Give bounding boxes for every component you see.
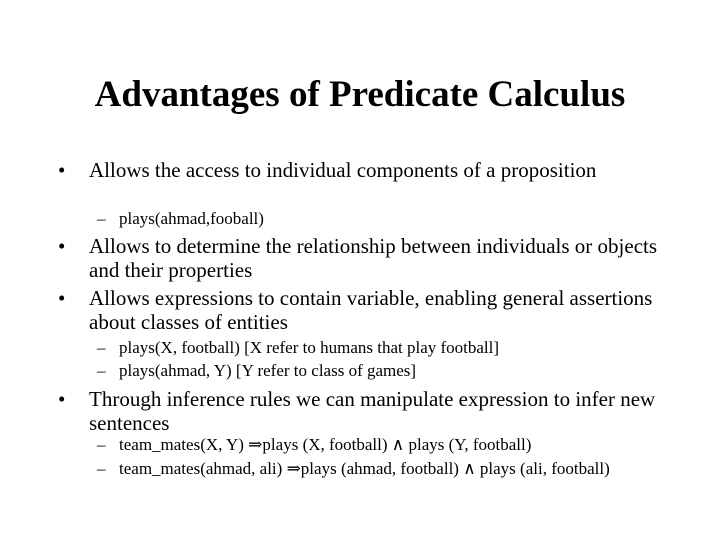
sub-bullet-marker: –	[97, 361, 106, 380]
sub-bullet-item	[97, 361, 679, 381]
sub-bullet-text: team_mates(X, Y) ⇒plays (X, football) ∧ plays (Y, football)	[119, 435, 532, 454]
bullet-item	[58, 387, 689, 435]
sub-bullet-marker: –	[97, 209, 106, 228]
sub-bullet-item	[97, 338, 679, 358]
sub-bullet-marker: –	[97, 435, 106, 454]
sub-bullet-marker: –	[97, 338, 106, 357]
sub-bullet-item	[97, 459, 679, 479]
sub-bullet-item	[97, 209, 679, 229]
bullet-item	[58, 234, 689, 282]
bullet-text: Allows the access to individual components of a proposition	[89, 158, 597, 182]
bullet-text: Allows expressions to contain variable, enabling general assertions about classes of entities	[89, 286, 653, 334]
slide-title: Advantages of Predicate Calculus	[94, 74, 626, 115]
bullet-marker: •	[58, 387, 66, 411]
bullet-item	[58, 286, 689, 334]
sub-bullet-marker: –	[97, 459, 106, 478]
bullet-marker: •	[58, 286, 66, 310]
bullet-marker: •	[58, 234, 66, 258]
sub-bullet-text: plays(X, football) [X refer to humans that play football]	[119, 338, 500, 357]
bullet-item	[58, 158, 689, 182]
bullet-text: Allows to determine the relationship between individuals or objects and their properties	[89, 234, 658, 282]
sub-bullet-text: team_mates(ahmad, ali) ⇒plays (ahmad, football) ∧ plays (ali, football)	[119, 459, 610, 478]
sub-bullet-text: plays(ahmad,fooball)	[119, 209, 264, 228]
bullet-marker: •	[58, 158, 66, 182]
bullet-text: Through inference rules we can manipulate expression to infer new sentences	[89, 387, 656, 435]
sub-bullet-item	[97, 435, 679, 455]
sub-bullet-text: plays(ahmad, Y) [Y refer to class of games]	[119, 361, 417, 380]
